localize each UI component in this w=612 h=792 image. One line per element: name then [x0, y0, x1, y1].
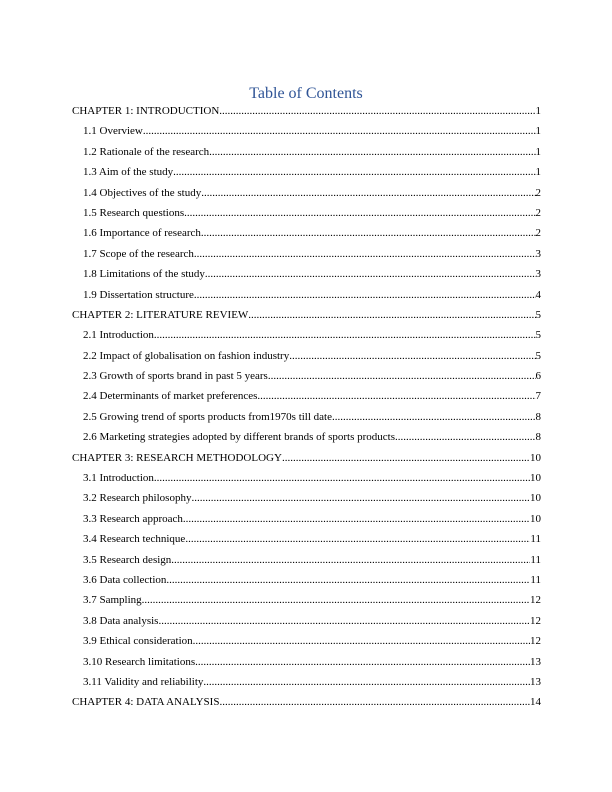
toc-section-entry[interactable]: [72, 165, 541, 185]
toc-leader-dots: [158, 614, 530, 628]
toc-leader-dots: [219, 695, 530, 709]
toc-page-number: 1: [535, 145, 541, 158]
toc-section-entry[interactable]: [72, 430, 541, 450]
toc-page-number: 2: [535, 206, 541, 219]
toc-entry-text: 2.5 Growing trend of sports products from1970s till date: [83, 410, 332, 423]
toc-chapter-entry[interactable]: [72, 695, 541, 715]
toc-entry-text: 1.9 Dissertation structure: [83, 288, 194, 301]
toc-leader-dots: [205, 267, 536, 281]
toc-page-number: 3: [535, 268, 541, 281]
toc-section-entry[interactable]: [72, 369, 541, 389]
toc-chapter-entry[interactable]: [72, 104, 541, 124]
toc-leader-dots: [171, 553, 530, 567]
toc-entry-text: 3.1 Introduction: [83, 472, 154, 485]
toc-section-entry[interactable]: [72, 124, 541, 144]
toc-entry-text: CHAPTER 1: INTRODUCTION: [72, 105, 220, 117]
toc-section-entry[interactable]: [72, 512, 541, 532]
toc-section-entry[interactable]: [72, 389, 541, 409]
toc-leader-dots: [395, 430, 535, 444]
toc-section-entry[interactable]: [72, 186, 541, 206]
toc-entry-text: 1.7 Scope of the research: [83, 247, 194, 260]
toc-leader-dots: [209, 145, 535, 159]
toc-page-number: 12: [530, 635, 541, 648]
toc-page-number: 12: [530, 614, 541, 627]
toc-leader-dots: [194, 288, 536, 302]
toc-entry-text: 1.5 Research questions: [83, 206, 185, 219]
toc-leader-dots: [142, 593, 530, 607]
toc-entry-text: 1.6 Importance of research: [83, 227, 201, 240]
toc-leader-dots: [193, 634, 530, 648]
toc-page-number: 7: [535, 390, 541, 403]
toc-section-entry[interactable]: [72, 267, 541, 287]
toc-page-number: 5: [535, 308, 541, 321]
toc-section-entry[interactable]: [72, 675, 541, 695]
toc-page-number: 10: [530, 492, 541, 505]
toc-page-number: 2: [535, 227, 541, 240]
toc-page-number: 10: [530, 472, 541, 485]
toc-leader-dots: [195, 655, 530, 669]
toc-chapter-entry[interactable]: [72, 451, 541, 471]
toc-leader-dots: [268, 369, 536, 383]
toc-list: [72, 104, 541, 716]
toc-leader-dots: [154, 471, 530, 485]
toc-page-number: 5: [535, 349, 541, 362]
toc-entry-text: CHAPTER 2: LITERATURE REVIEW: [72, 308, 249, 321]
toc-leader-dots: [219, 104, 535, 118]
toc-section-entry[interactable]: [72, 532, 541, 552]
toc-page-number: 11: [530, 553, 541, 566]
toc-section-entry[interactable]: [72, 655, 541, 675]
toc-section-entry[interactable]: [72, 226, 541, 246]
toc-leader-dots: [183, 512, 530, 526]
toc-section-entry[interactable]: [72, 288, 541, 308]
toc-entry-text: 3.7 Sampling: [83, 594, 142, 607]
toc-entry-text: 3.6 Data collection: [83, 573, 167, 586]
toc-section-entry[interactable]: [72, 634, 541, 654]
toc-entry-text: CHAPTER 3: RESEARCH METHODOLOGY: [72, 451, 282, 464]
toc-entry-text: CHAPTER 4: DATA ANALYSIS: [72, 696, 220, 709]
toc-section-entry[interactable]: [72, 614, 541, 634]
toc-page-number: 5: [535, 329, 541, 342]
toc-entry-text: 2.4 Determinants of market preferences: [83, 390, 258, 403]
toc-leader-dots: [257, 389, 535, 403]
toc-entry-text: 3.4 Research technique: [83, 533, 186, 546]
toc-entry-text: 3.8 Data analysis: [83, 614, 159, 627]
toc-page-number: 10: [530, 512, 541, 525]
toc-leader-dots: [185, 532, 530, 546]
toc-page-number: 1: [535, 125, 541, 138]
toc-entry-text: 1.4 Objectives of the study: [83, 186, 202, 199]
toc-leader-dots: [248, 308, 535, 322]
toc-leader-dots: [201, 226, 536, 240]
toc-section-entry[interactable]: [72, 410, 541, 430]
toc-entry-text: 3.9 Ethical consideration: [83, 635, 193, 648]
toc-entry-text: 2.1 Introduction: [83, 329, 154, 342]
toc-leader-dots: [191, 491, 530, 505]
toc-leader-dots: [203, 675, 530, 689]
toc-entry-text: 2.2 Impact of globalisation on fashion industry: [83, 349, 290, 362]
toc-leader-dots: [143, 124, 536, 138]
toc-entry-text: 2.6 Marketing strategies adopted by different brands of sports products: [83, 431, 396, 444]
toc-section-entry[interactable]: [72, 573, 541, 593]
toc-entry-text: 1.2 Rationale of the research: [83, 145, 210, 158]
toc-leader-dots: [332, 410, 536, 424]
toc-leader-dots: [194, 247, 536, 261]
toc-section-entry[interactable]: [72, 491, 541, 511]
toc-entry-text: 3.11 Validity and reliability: [83, 675, 204, 688]
toc-section-entry[interactable]: [72, 593, 541, 613]
toc-leader-dots: [166, 573, 530, 587]
toc-page-number: 1: [535, 166, 541, 179]
toc-page-number: 11: [530, 533, 541, 546]
toc-leader-dots: [184, 206, 535, 220]
toc-entry-text: 3.3 Research approach: [83, 512, 183, 525]
toc-leader-dots: [289, 349, 535, 363]
toc-page-number: 4: [535, 288, 541, 301]
toc-page-number: 13: [530, 655, 541, 668]
toc-page-number: 8: [535, 410, 541, 423]
toc-section-entry[interactable]: [72, 145, 541, 165]
toc-page-number: 10: [530, 451, 541, 464]
toc-section-entry[interactable]: [72, 553, 541, 573]
toc-entry-text: 1.3 Aim of the study: [83, 166, 174, 179]
toc-page-number: 1: [535, 105, 541, 117]
toc-entry-text: 3.10 Research limitations: [83, 655, 196, 668]
toc-page-number: 3: [535, 247, 541, 260]
toc-leader-dots: [201, 186, 535, 200]
toc-page-number: 2: [535, 186, 541, 199]
toc-title: Table of Contents: [249, 85, 363, 102]
toc-page-number: 11: [530, 573, 541, 586]
toc-leader-dots: [154, 328, 536, 342]
toc-page-number: 12: [530, 594, 541, 607]
toc-entry-text: 1.1 Overview: [83, 125, 143, 138]
toc-section-entry[interactable]: [72, 328, 541, 348]
toc-section-entry[interactable]: [72, 247, 541, 267]
toc-section-entry[interactable]: [72, 206, 541, 226]
toc-leader-dots: [173, 165, 535, 179]
toc-page-number: 6: [535, 370, 541, 383]
toc-chapter-entry[interactable]: [72, 308, 541, 328]
toc-entry-text: 1.8 Limitations of the study: [83, 268, 205, 281]
toc-entry-text: 3.5 Research design: [83, 553, 172, 566]
toc-section-entry[interactable]: [72, 471, 541, 491]
toc-entry-text: 2.3 Growth of sports brand in past 5 years: [83, 370, 268, 383]
toc-entry-text: 3.2 Research philosophy: [83, 492, 192, 505]
toc-section-entry[interactable]: [72, 349, 541, 369]
toc-leader-dots: [282, 451, 530, 465]
toc-page-number: 13: [530, 675, 541, 688]
toc-page-number: 14: [530, 696, 541, 709]
toc-page-number: 8: [535, 431, 541, 444]
